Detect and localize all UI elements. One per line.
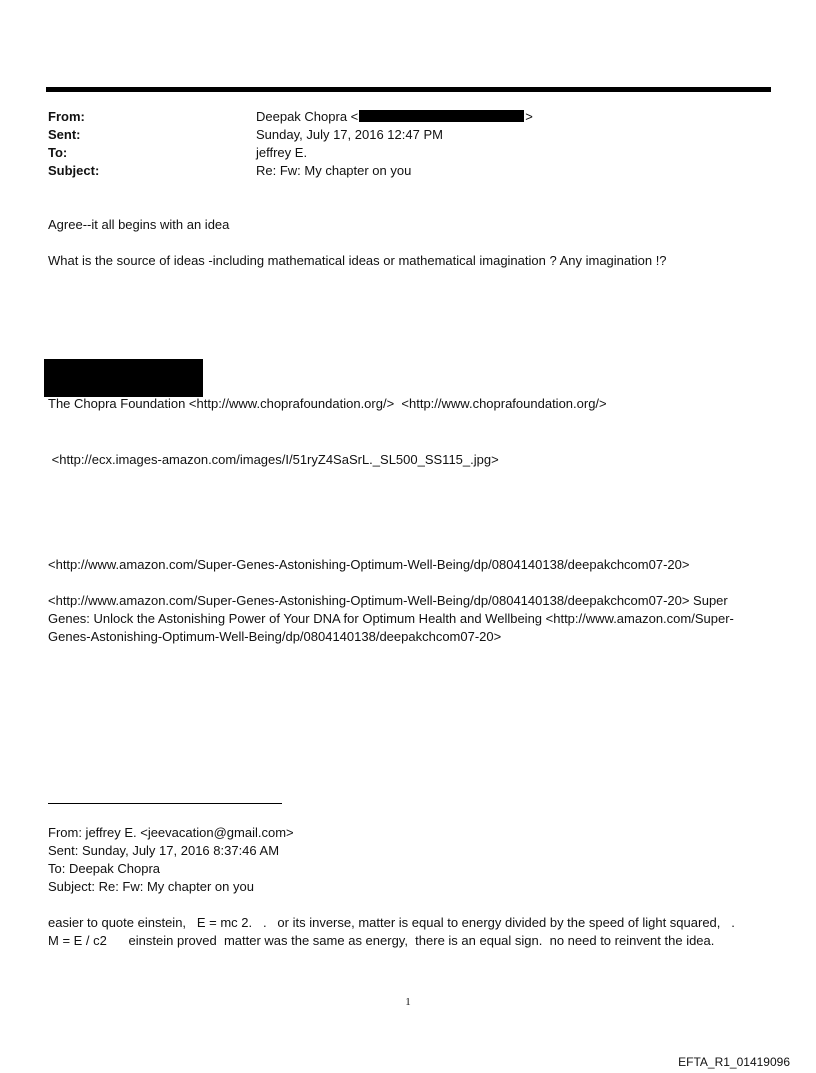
sent-value: Sunday, July 17, 2016 12:47 PM — [256, 127, 443, 142]
to-label: To: — [48, 145, 68, 160]
subject-row — [48, 162, 768, 180]
quote-divider — [48, 803, 282, 804]
body-line-2: What is the source of ideas -including mathematical ideas or mathematical imagination ? Any imagination !? — [48, 253, 667, 268]
from-name: Deepak Chopra < — [256, 109, 359, 124]
quoted-subject: Subject: Re: Fw: My chapter on you — [48, 879, 254, 894]
redaction-box — [359, 110, 524, 122]
from-label: From: — [48, 109, 85, 124]
body-line-1: Agree--it all begins with an idea — [48, 217, 230, 232]
subject-value: Re: Fw: My chapter on you — [256, 163, 412, 178]
quoted-body-line-1: easier to quote einstein, E = mc 2. . or its inverse, matter is equal to energy divided by the speed of light squared, . — [48, 915, 735, 930]
sent-label: Sent: — [48, 127, 81, 142]
quoted-body-line-2: M = E / c2 einstein proved matter was the same as energy, there is an equal sign. no need to reinvent the idea. — [48, 933, 715, 948]
quoted-sent: Sent: Sunday, July 17, 2016 8:37:46 AM — [48, 843, 280, 858]
from-row — [48, 108, 768, 126]
redaction-block — [44, 359, 203, 397]
image-link[interactable]: <http://ecx.images-amazon.com/images/I/51ryZ4SaSrL._SL500_SS115_.jpg> — [48, 452, 499, 467]
from-tail: > — [525, 109, 533, 124]
email-header — [48, 108, 768, 180]
sent-row — [48, 126, 768, 144]
from-value — [256, 108, 768, 126]
amazon-link-2[interactable]: <http://www.amazon.com/Super-Genes-Astonishing-Optimum-Well-Being/dp/0804140138/deepakchcom07-20> Super Genes: Unlock the Astonishing Power of Your DNA for Optimum Health and Wellbeing <http://www.amazon.com/Super-Genes-Astonishing-Optimum-Well-Being/dp/0804140138/deepakchcom07-20> — [48, 593, 734, 644]
to-row — [48, 144, 768, 162]
page-number: 1 — [405, 996, 411, 1008]
quoted-from: From: jeffrey E. <jeevacation@gmail.com> — [48, 825, 294, 840]
bates-number: EFTA_R1_01419096 — [678, 1055, 790, 1069]
foundation-link[interactable]: The Chopra Foundation <http://www.choprafoundation.org/> <http://www.choprafoundation.org/> — [48, 396, 607, 411]
quoted-to: To: Deepak Chopra — [48, 861, 161, 876]
to-value: jeffrey E. — [256, 145, 308, 160]
amazon-link-1[interactable]: <http://www.amazon.com/Super-Genes-Astonishing-Optimum-Well-Being/dp/0804140138/deepakchcom07-20> — [48, 557, 690, 572]
header-rule — [46, 87, 771, 92]
subject-label: Subject: — [48, 163, 100, 178]
